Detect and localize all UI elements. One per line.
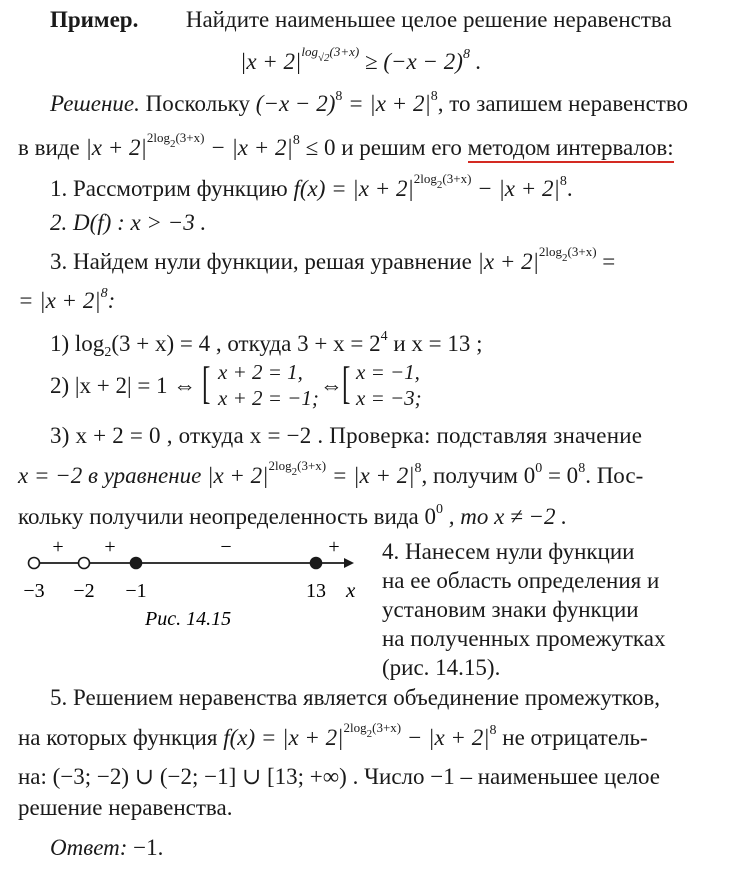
number-line-tick-label: −3 [23, 580, 45, 602]
answer-label: Ответ: [50, 835, 128, 860]
number-line-point [131, 558, 142, 569]
case-2-lead: 2) |x + 2| = 1 ⇔ [50, 373, 197, 398]
figure-caption: Рис. 14.15 [145, 608, 232, 630]
solution-label: Решение. [50, 91, 140, 116]
method-underlined: методом интервалов: [468, 135, 674, 163]
number-line-tick-label: −1 [125, 580, 147, 602]
answer-line [50, 834, 163, 862]
step-4-block [382, 537, 665, 682]
system-brace-2: [ [342, 357, 351, 408]
step-2: 2. D(f) : x > −3 . [50, 210, 207, 235]
number-line-point [311, 558, 322, 569]
case-2-row-2: x + 2 = −1; [218, 386, 319, 410]
interval-sign: − [220, 536, 232, 558]
number-line-tick-label: 13 [306, 580, 326, 602]
case-2-arrow: ⇔ [320, 373, 343, 398]
solution-line-1: Решение. Поскольку $(-x - 2)^8 = |x + 2|^8$, то запишем неравенство [50, 89, 689, 116]
task-text: Найдите наименьшее целое решение неравенства [185, 7, 672, 32]
example-label: Пример. [50, 7, 139, 32]
case-3-line-3: кольку получили неопределенность вида $0^0$ , то x ≠ −2 . [18, 502, 567, 529]
case-3-line-1: 3) x + 2 = 0 , откуда x = −2 . Проверка: подставляя значение [50, 423, 643, 448]
step-3: 3. Найдем нули функции, решая уравнение $|x + 2|^{2log_2(3+x)}$ = [50, 244, 616, 274]
number-line-point [29, 558, 40, 569]
answer-value: −1. [133, 835, 164, 860]
solution-line-2: в виде $|x + 2|^{2log_2(3+x)} - |x + 2|^8 \le 0$ и решим его методом интервалов: [18, 134, 674, 166]
number-line-tick-label: −2 [73, 580, 95, 602]
step-5-line-2: на которых функция $f(x) = |x + 2|^{2log_2(3+x)} - |x + 2|^8$ не отрицатель- [18, 720, 648, 750]
step-5-line-4: решение неравенства. [18, 795, 233, 820]
interval-sign: + [328, 536, 340, 558]
case-1: 1) $\log_2(3 + x) = 4$ , откуда $3 + x = 2^4$ и x = 13 ; [50, 329, 483, 360]
case-3-line-2: x = −2 в уравнение $|x + 2|^{2log_2(3+x)} = |x + 2|^8$, получим $0^0 = 0^8$. Пос- [18, 458, 644, 488]
step-1: 1. Рассмотрим функцию $f(x) = |x + 2|^{2log_2(3+x)} - |x + 2|^8$. [50, 171, 573, 201]
step-4-line: на ее область определения и [382, 568, 660, 593]
example-heading-line [50, 6, 672, 34]
number-line-point [79, 558, 90, 569]
step-5-line-1: 5. Решением неравенства является объединение промежутков, [50, 685, 660, 710]
step-4-line: (рис. 14.15). [382, 655, 501, 680]
axis-arrow [344, 558, 354, 568]
step-5-line-3: на: (−3; −2) ∪ (−2; −1] ∪ [13; +∞) . Число −1 – наименьшее целое [18, 764, 660, 789]
step-4-line: установим знаки функции [382, 597, 639, 622]
task-inequality: $|x + 2|^{log_{√2}(3+x)} \ge (-x - 2)^8$ . [240, 44, 482, 74]
step-4-line: на полученных промежутках [382, 626, 666, 651]
interval-sign: + [104, 536, 116, 558]
interval-sign: + [52, 536, 64, 558]
case-2-row-3: x = −1, [356, 360, 420, 384]
case-2-row-4: x = −3; [356, 386, 422, 410]
case-2-row-1: x + 2 = 1, [218, 360, 303, 384]
system-brace-1: [ [202, 357, 211, 408]
step-4-line: 4. Нанесем нули функции [382, 539, 635, 564]
step-3-line-2: = $|x + 2|^8$: [18, 286, 116, 313]
axis-label: x [346, 578, 356, 602]
number-line-figure [8, 535, 378, 645]
